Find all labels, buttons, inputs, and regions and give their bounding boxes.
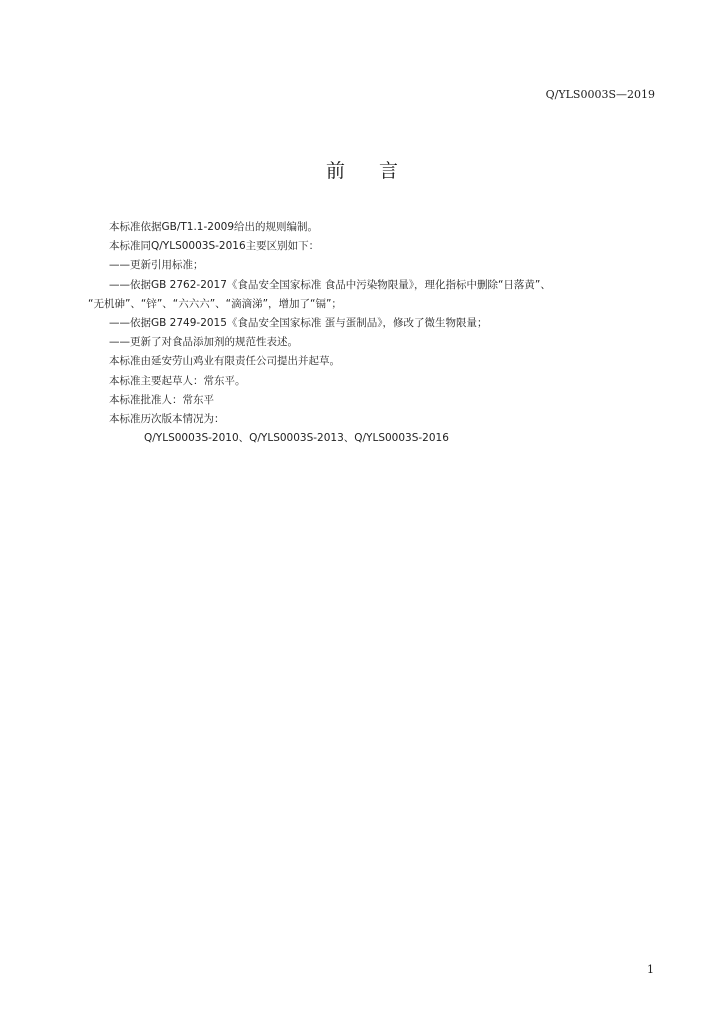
paragraph-history-versions: Q/YLS0003S-2010、Q/YLS0003S-2013、Q/YLS0003S-2016 bbox=[144, 432, 449, 445]
page-number: 1 bbox=[647, 963, 654, 976]
paragraph-history-intro: 本标准历次版本情况为： bbox=[109, 413, 225, 426]
paragraph-approver: 本标准批准人：常东平 bbox=[109, 393, 214, 406]
paragraph-update-references: ——更新引用标准； bbox=[109, 259, 204, 272]
paragraph-proposer: 本标准由延安劳山鸡业有限责任公司提出并起草。 bbox=[109, 355, 340, 368]
preface-body bbox=[88, 218, 668, 448]
document-code: Q/YLS0003S—2019 bbox=[545, 88, 655, 101]
paragraph-gb2762-line1: ——依据GB 2762-2017《食品安全国家标准 食品中污染物限量》，理化指标中删除“日落黄”、 bbox=[109, 278, 551, 291]
page-title: 前言 bbox=[325, 160, 432, 182]
paragraph-differences-intro: 本标准同Q/YLS0003S-2016主要区别如下： bbox=[109, 240, 320, 253]
paragraph-basis: 本标准依据GB/T1.1-2009给出的规则编制。 bbox=[109, 221, 318, 233]
paragraph-additives: ——更新了对食品添加剂的规范性表述。 bbox=[109, 336, 298, 349]
paragraph-gb2762-line2: “无机砷”、“锌”、“六六六”、“滴滴涕”，增加了“镉”； bbox=[88, 297, 342, 310]
paragraph-gb2749: ——依据GB 2749-2015《食品安全国家标准 蛋与蛋制品》，修改了微生物限量； bbox=[109, 317, 488, 330]
paragraph-drafter: 本标准主要起草人：常东平。 bbox=[109, 374, 246, 387]
